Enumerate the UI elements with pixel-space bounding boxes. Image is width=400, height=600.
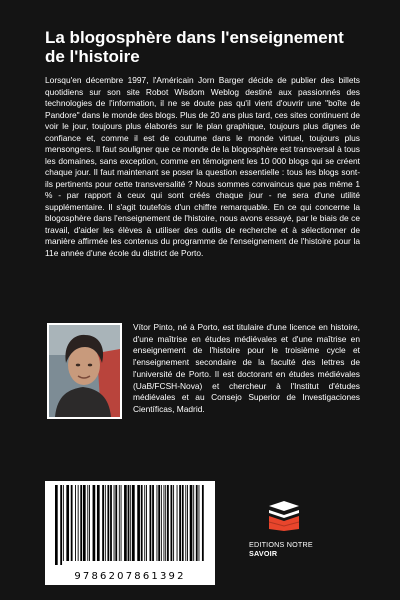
barcode-bar: [193, 485, 194, 561]
isbn-barcode: [45, 481, 215, 585]
barcode-bar: [83, 485, 86, 561]
publisher-name-regular: EDITIONS NOTRE: [249, 540, 313, 549]
barcode-bar: [102, 485, 104, 561]
barcode-bar: [146, 485, 147, 561]
barcode-bar: [167, 485, 169, 561]
barcode-bar: [63, 485, 64, 561]
barcode-bar: [158, 485, 160, 561]
barcode-bar: [182, 485, 184, 561]
book-title: La blogosphère dans l'enseignement de l'histoire: [45, 28, 344, 66]
barcode-bar: [187, 485, 188, 561]
barcode-bar: [157, 485, 158, 561]
barcode-bar: [121, 485, 122, 561]
barcode-bar: [60, 485, 62, 565]
publisher-logo-icon: [266, 500, 302, 532]
barcode-bar: [179, 485, 181, 561]
barcode-bar: [119, 485, 120, 561]
barcode-bar: [93, 485, 96, 561]
barcode-bar: [71, 485, 73, 561]
barcode-bar: [114, 485, 115, 561]
barcode-bar: [199, 485, 200, 561]
barcode-bar: [107, 485, 109, 561]
barcode-bar: [141, 485, 143, 561]
barcode-bar: [152, 485, 154, 561]
barcode-bar: [132, 485, 135, 561]
barcode-bars: [53, 485, 207, 565]
barcode-bar: [165, 485, 166, 561]
barcode-bar: [171, 485, 173, 561]
publisher-name: [249, 540, 339, 558]
barcode-bar: [87, 485, 88, 561]
barcode-bar: [89, 485, 90, 561]
barcode-bar: [173, 485, 174, 561]
author-portrait-image: [49, 325, 120, 417]
barcode-bar: [105, 485, 106, 561]
barcode-bar: [110, 485, 112, 561]
barcode-bar: [124, 485, 127, 561]
barcode-number: 9786207861392: [74, 571, 186, 582]
barcode-bar: [66, 485, 69, 561]
book-description: Lorsqu'en décembre 1997, l'Américain Jorn Barger décide de publier des billets quotidiens sur son site Robot Wisdom Weblog destiné aux passionnés des technologies de l'information, il ne se doute pas qu'il vient d'ouvrir une "boîte de Pandore" dans le monde des blogs. Plus de 20 ans plus tard, ces sites continuent de voir le jour, toujours plus élaborés sur le plan graphique, toujours plus dignes de confiance et, comme il est de coutume dans le monde virtuel, toujours plus mensongers. Il faut souligner que ce monde de la blogosphère est transversal à tous les domaines, sans exception, comme en témoignent les 10 000 blogs qui se créent chaque jour. Il faut maintenant se poser la question essentielle : tous les blogs sont-ils pertinents pour cette transversalité ? Nous sommes convaincus que pas même 1 % - par rapport à ceux qui sont créés chaque jour - ne sera d'une utilité supplémentaire. Il s'agit toutefois d'un chiffre remarquable. En ce qui concerne la blogosphère dans l'enseignement de l'histoire, nous avons essayé, par le biais de ce travail, d'aider les élèves à utiliser des outils de recherche et à sélectionner de manière affirmée les contenus du programme de l'enseignement de l'histoire pour la 11e année d'une école du district de Porto.: [45, 75, 360, 258]
barcode-bar: [144, 485, 145, 561]
barcode-bar: [128, 485, 130, 561]
barcode-bar: [75, 485, 76, 561]
barcode-bar: [130, 485, 131, 561]
author-photo: [47, 323, 122, 419]
barcode-bar: [115, 485, 117, 561]
barcode-bar: [190, 485, 193, 561]
author-bio: Vítor Pinto, né à Porto, est titulaire d'une licence en histoire, d'une maîtrise en études médiévales et d'une maîtrise en enseignement de l'histoire pour le troisième cycle et l'enseignement secondaire de la faculté des lettres de l'université de Porto. Il est doctorant en études médiévales (UaB/FCSH-Nova) et chercheur à l'Institut d'études médiévales et au Consejo Superior de Investigaciones Científicas, Madrid.: [133, 322, 360, 414]
barcode-bar: [150, 485, 152, 561]
barcode-bar: [196, 485, 198, 561]
barcode-bar: [55, 485, 58, 565]
barcode-bar: [164, 485, 165, 561]
barcode-bar: [80, 485, 82, 561]
barcode-bar: [97, 485, 100, 561]
barcode-bar: [78, 485, 79, 561]
publisher-name-bold: SAVOIR: [249, 549, 278, 558]
barcode-bar: [137, 485, 140, 561]
barcode-bar: [185, 485, 186, 561]
barcode-bar: [202, 485, 204, 561]
barcode-bar: [161, 485, 162, 561]
barcode-bar: [177, 485, 178, 561]
